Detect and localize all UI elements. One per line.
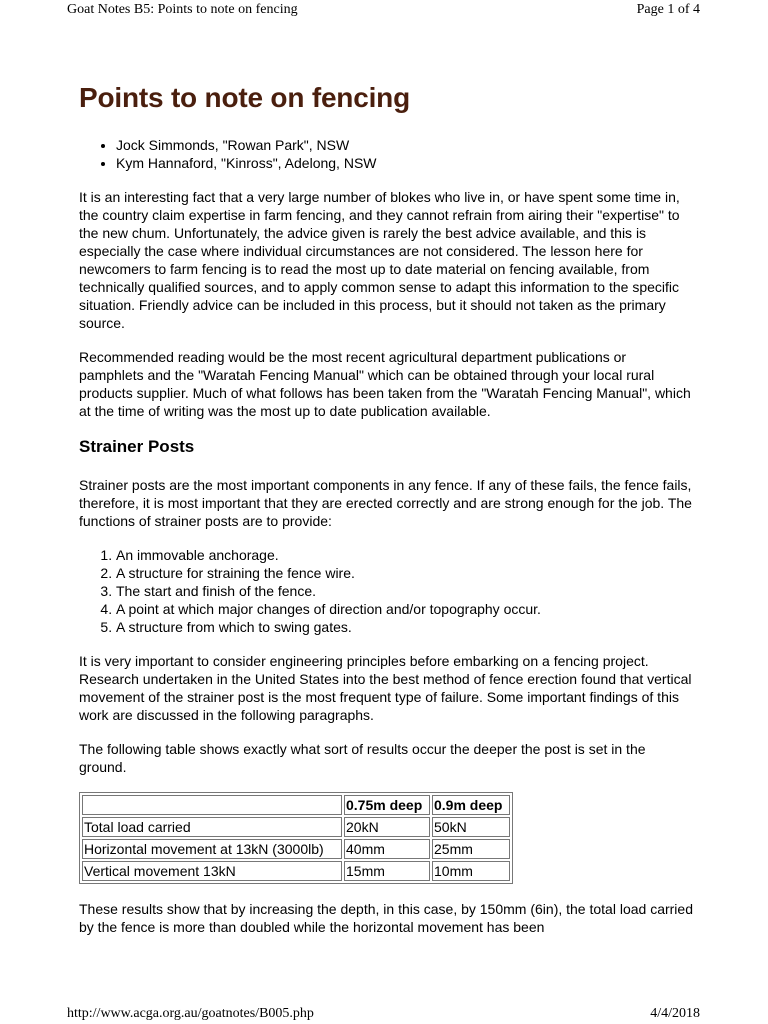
- table-cell: Horizontal movement at 13kN (3000lb): [82, 839, 342, 859]
- table-cell: Vertical movement 13kN: [82, 861, 342, 881]
- table-cell: 25mm: [432, 839, 510, 859]
- article: [79, 80, 694, 952]
- table-row: [82, 839, 510, 859]
- function-item: 4. A point at which major changes of direction and/or topography occur.: [116, 600, 694, 618]
- conclusion-paragraph: These results show that by increasing the depth, in this case, by 150mm (6in), the total load carried by the fence is more than doubled while the horizontal movement has been: [79, 901, 693, 935]
- print-header: [0, 2, 768, 20]
- function-item: 5. A structure from which to swing gates.: [116, 618, 694, 636]
- table-cell: Total load carried: [82, 817, 342, 837]
- table-header-cell: 0.75m deep: [344, 795, 430, 815]
- table-row: [82, 861, 510, 881]
- function-item: 1. An immovable anchorage.: [116, 546, 694, 564]
- table-cell: 50kN: [432, 817, 510, 837]
- table-cell: 40mm: [344, 839, 430, 859]
- print-header-title: Goat Notes B5: Points to note on fencing: [67, 2, 298, 17]
- author-item: • Kym Hannaford, "Kinross", Adelong, NSW: [116, 154, 694, 172]
- table-intro: The following table shows exactly what sort of results occur the deeper the post is set in the ground.: [79, 741, 646, 775]
- reading-paragraph: Recommended reading would be the most recent agricultural department publications or pamphlets and the "Waratah Fencing Manual" which can be obtained through your local rural products supplier. Much of what follows has been taken from the "Waratah Fencing Manual", which at the time of writing was the most up to date publication available.: [79, 349, 691, 419]
- source-url-link[interactable]: http://www.acga.org.au/goatnotes/B005.php: [67, 1006, 314, 1021]
- print-date: 4/4/2018: [650, 1006, 700, 1021]
- author-item: • Jock Simmonds, "Rowan Park", NSW: [116, 136, 694, 154]
- table-header-row: [82, 795, 510, 815]
- functions-list: [79, 546, 694, 636]
- function-item: 3. The start and finish of the fence.: [116, 582, 694, 600]
- engineering-paragraph: It is very important to consider engineering principles before embarking on a fencing project. Research undertaken in the United States into the best method of fence erection found that vertical movement of the strainer post is the most frequent type of failure. Some important findings of this work are discussed in the following paragraphs.: [79, 653, 692, 723]
- table-row: [82, 817, 510, 837]
- table-cell: 10mm: [432, 861, 510, 881]
- print-header-page-number: Page 1 of 4: [636, 2, 700, 17]
- table-header-cell: [82, 795, 342, 815]
- page-title: Points to note on fencing: [79, 82, 410, 113]
- table-cell: 20kN: [344, 817, 430, 837]
- section-intro: Strainer posts are the most important components in any fence. If any of these fails, the fence fails, therefore, it is most important that they are erected correctly and are strong enough for the job. The functions of strainer posts are to provide:: [79, 477, 692, 529]
- intro-paragraph: It is an interesting fact that a very large number of blokes who live in, or have spent some time in, the country claim expertise in farm fencing, and they cannot refrain from airing their "expertise" to the new chum. Unfortunately, the advice given is rarely the best advice available, and this is especially the case where individual circumstances are not considered. The lesson here for newcomers to farm fencing is to read the most up to date material on fencing available, from technically qualified sources, and to apply common sense to adapt this information to the specific situation. Friendly advice can be included in this process, but it should not taken as the primary source.: [79, 189, 680, 331]
- print-footer: [0, 1006, 768, 1024]
- table-header-cell: 0.9m deep: [432, 795, 510, 815]
- author-list: [79, 136, 694, 172]
- results-table: [79, 792, 513, 884]
- section-heading: Strainer Posts: [79, 437, 195, 456]
- function-item: 2. A structure for straining the fence wire.: [116, 564, 694, 582]
- table-cell: 15mm: [344, 861, 430, 881]
